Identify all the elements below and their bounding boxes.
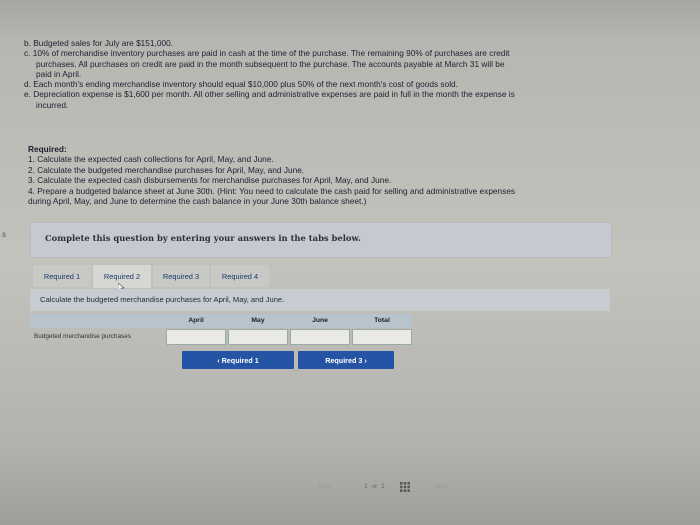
tab-required-3[interactable]: Required 3 xyxy=(152,264,210,288)
required-item-1: 1. Calculate the expected cash collections for April, May, and June. xyxy=(28,154,274,165)
pager-of: of xyxy=(372,484,377,490)
column-header-april: April xyxy=(188,317,204,324)
panel-instruction-bar xyxy=(30,289,610,311)
purchases-table xyxy=(30,314,414,348)
row-label-budgeted-purchases: Budgeted merchandise purchases xyxy=(34,333,131,340)
required-section xyxy=(28,144,608,206)
column-header-may: May xyxy=(251,317,265,324)
page-grid-icon[interactable] xyxy=(400,482,410,492)
problem-line-c-cont: purchases. All purchases on credit are paid in the month subsequent to the purchase. The accounts payable at March 31 will be xyxy=(36,58,505,69)
required-item-2: 2. Calculate the budgeted merchandise purchases for April, May, and June. xyxy=(28,164,305,175)
pager-total-pages: 1 xyxy=(381,483,385,490)
column-header-total: Total xyxy=(374,317,390,324)
tab-required-1[interactable]: Required 1 xyxy=(32,264,92,288)
tab-required-2[interactable]: Required 2 xyxy=(92,264,152,288)
input-june[interactable] xyxy=(290,329,350,345)
tab-required-4[interactable]: Required 4 xyxy=(210,264,270,288)
instruction-text: Complete this question by entering your answers in the tabs below. xyxy=(45,233,361,243)
input-april[interactable] xyxy=(166,329,226,345)
problem-line-b: b. Budgeted sales for July are $151,000. xyxy=(24,38,173,48)
table-header-row xyxy=(166,314,412,328)
required-heading: Required: xyxy=(28,144,67,154)
edge-mark: s xyxy=(2,230,6,239)
instruction-bar xyxy=(30,222,612,258)
input-may[interactable] xyxy=(228,329,288,345)
problem-line-d: d. Each month's ending merchandise inventory should equal $10,000 plus 50% of the next month's cost of goods sold. xyxy=(24,79,458,90)
input-total[interactable] xyxy=(352,329,412,345)
pager-next-link[interactable]: Next xyxy=(434,483,448,490)
required-item-4-cont: during April, May, and June to determine the cash balance in your June 30th balance sheet.) xyxy=(28,196,367,207)
prev-required-button[interactable]: ‹ Required 1 xyxy=(182,351,294,369)
table-header-blank xyxy=(30,314,166,328)
required-item-3: 3. Calculate the expected cash disbursements for merchandise purchases for April, May, and June. xyxy=(28,175,392,186)
problem-text xyxy=(24,38,604,110)
next-required-button[interactable]: Required 3 › xyxy=(298,351,394,369)
required-item-4: 4. Prepare a budgeted balance sheet at June 30th. (Hint: You need to calculate the cash paid for selling and administrative expenses xyxy=(28,185,516,196)
pager-current-page: 1 xyxy=(364,483,368,490)
panel-title: Calculate the budgeted merchandise purchases for April, May, and June. xyxy=(40,295,285,304)
column-header-june: June xyxy=(312,317,328,324)
pager-prev-link[interactable]: Prev xyxy=(318,483,332,490)
problem-line-e: e. Depreciation expense is $1,600 per month. All other selling and administrative expenses are paid in full in the month the expense is xyxy=(24,89,515,100)
problem-line-c-cont2: paid in April. xyxy=(36,68,82,79)
problem-line-c: c. 10% of merchandise inventory purchases are paid in cash at the time of the purchase. The remaining 90% of purchases are credit xyxy=(24,48,510,59)
problem-line-e-cont: incurred. xyxy=(36,99,69,110)
